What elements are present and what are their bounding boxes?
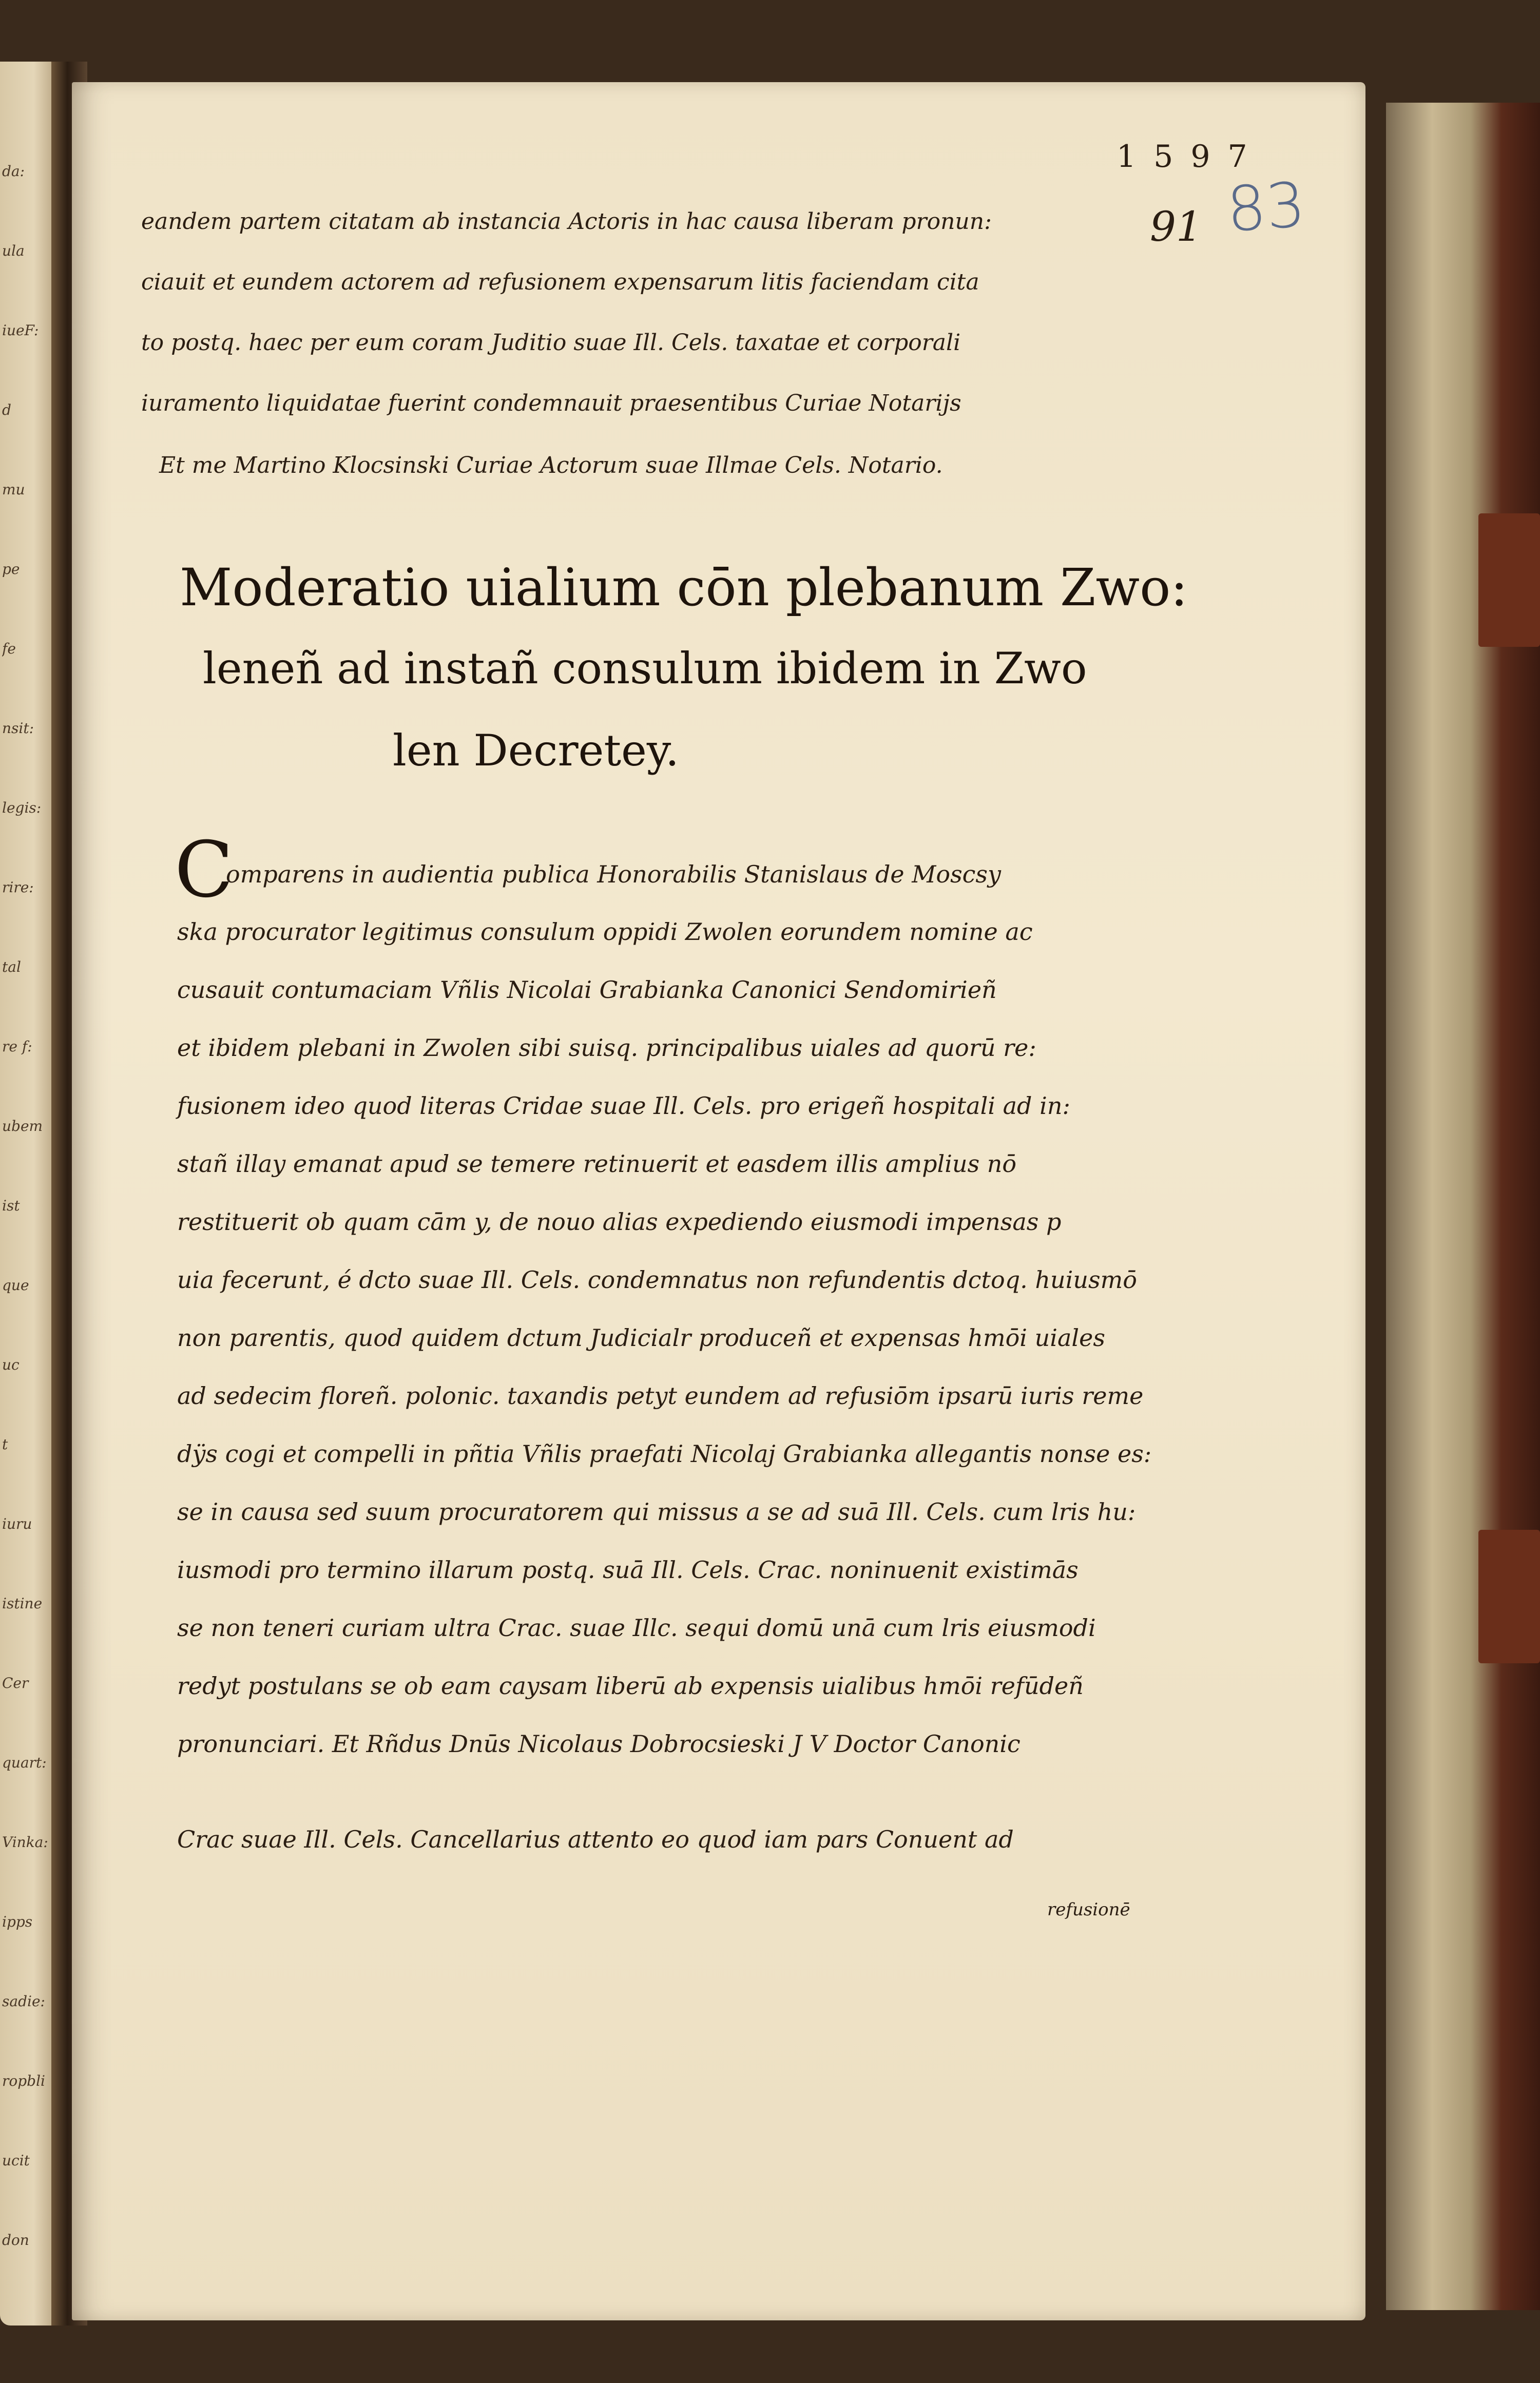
left-page-fragment: quart: bbox=[2, 1756, 47, 1771]
text-line: stañ illay emanat apud se temere retinuerit et easdem illis amplius nō bbox=[177, 1150, 1017, 1178]
text-line: se non teneri curiam ultra Crac. suae Illc. sequi domū unā cum lris eiusmodi bbox=[177, 1614, 1096, 1642]
text-line: iuramento liquidatae fuerint condemnauit praesentibus Curiae Notarijs bbox=[141, 390, 961, 416]
text-line: to postq. haec per eum coram Juditio suae Ill. Cels. taxatae et corporali bbox=[141, 330, 961, 356]
left-page-fragment: pe bbox=[2, 562, 20, 578]
text-line: ska procurator legitimus consulum oppidi Zwolen eorundem nomine ac bbox=[177, 918, 1033, 946]
text-line: pronunciari. Et Rñdus Dnūs Nicolaus Dobrocsieski J V Doctor Canonic bbox=[177, 1730, 1021, 1758]
text-line: Crac suae Ill. Cels. Cancellarius attento eo quod iam pars Conuent ad bbox=[177, 1825, 1014, 1853]
left-page-fragment: ubem bbox=[2, 1119, 43, 1135]
text-line: Et me Martino Klocsinski Curiae Actorum suae Illmae Cels. Notario. bbox=[159, 452, 943, 478]
left-page-fragment: re f: bbox=[2, 1040, 32, 1055]
left-page-fragments bbox=[2, 164, 53, 2313]
left-page-fragment: iueF: bbox=[2, 323, 39, 339]
binding-strap bbox=[1478, 513, 1540, 647]
folio-pencil-number: 83 bbox=[1224, 169, 1308, 246]
folio-number: 1597 bbox=[1116, 139, 1265, 175]
text-line: redyt postulans se ob eam caysam liberū ab expensis uialibus hmōi refūdeñ bbox=[177, 1672, 1084, 1700]
manuscript-page bbox=[72, 82, 1365, 2320]
left-page-fragment: ula bbox=[2, 244, 25, 259]
left-page-fragment: ropbli bbox=[2, 2074, 45, 2089]
folio-ink-mark: 91 bbox=[1150, 203, 1202, 251]
left-page-fragment: t bbox=[2, 1437, 8, 1453]
left-page-fragment: tal bbox=[2, 960, 21, 975]
text-line: dÿs cogi et compelli in pñtia Vñlis praefati Nicolaj Grabianka allegantis nonse es: bbox=[177, 1440, 1152, 1468]
left-page-fragment: ucit bbox=[2, 2154, 30, 2169]
section-title-line: Moderatio uialium cōn plebanum Zwo: bbox=[180, 558, 1188, 618]
text-line: non parentis, quod quidem dctum Judicialr produceñ et expensas hmōi uiales bbox=[177, 1324, 1105, 1352]
left-page-edge bbox=[0, 62, 56, 2326]
text-line: iusmodi pro termino illarum postq. suā Ill. Cels. Crac. noninuenit existimās bbox=[177, 1556, 1079, 1584]
text-line: se in causa sed suum procuratorem qui missus a se ad suā Ill. Cels. cum lris hu: bbox=[177, 1498, 1136, 1526]
section-title-line: leneñ ad instañ consulum ibidem in Zwo bbox=[203, 643, 1087, 694]
section-title-line: len Decretey. bbox=[393, 725, 679, 776]
left-page-fragment: ipps bbox=[2, 1915, 33, 1930]
drop-cap: C bbox=[175, 825, 234, 915]
left-page-fragment: istine bbox=[2, 1597, 43, 1612]
text-line: ciauit et eundem actorem ad refusionem expensarum litis faciendam cita bbox=[141, 269, 979, 295]
left-page-fragment: Cer bbox=[2, 1676, 29, 1692]
text-line: cusauit contumaciam Vñlis Nicolai Grabianka Canonici Sendomirieñ bbox=[177, 976, 997, 1004]
left-page-fragment: mu bbox=[2, 483, 25, 498]
text-line: ad sedecim floreñ. polonic. taxandis petyt eundem ad refusiōm ipsarū iuris reme bbox=[177, 1382, 1144, 1410]
text-line: omparens in audientia publica Honorabilis Stanislaus de Moscsy bbox=[226, 860, 1002, 888]
text-line: et ibidem plebani in Zwolen sibi suisq. principalibus uiales ad quorū re: bbox=[177, 1034, 1036, 1062]
book-binding-edge bbox=[1386, 103, 1540, 2310]
left-page-fragment: rire: bbox=[2, 880, 34, 896]
left-page-fragment: legis: bbox=[2, 801, 42, 816]
left-page-fragment: sadie: bbox=[2, 1994, 45, 2010]
left-page-fragment: ist bbox=[2, 1199, 20, 1214]
left-page-fragment: iuru bbox=[2, 1517, 32, 1532]
text-line: restituerit ob quam cām y, de nouo alias expediendo eiusmodi impensas p bbox=[177, 1208, 1062, 1236]
text-line: uia fecerunt, é dcto suae Ill. Cels. condemnatus non refundentis dctoq. huiusmō bbox=[177, 1266, 1137, 1294]
left-page-fragment: Vinka: bbox=[2, 1835, 48, 1851]
text-line: fusionem ideo quod literas Cridae suae Ill. Cels. pro erigeñ hospitali ad in: bbox=[177, 1092, 1070, 1120]
binding-strap bbox=[1478, 1530, 1540, 1663]
text-line: eandem partem citatam ab instancia Actoris in hac causa liberam pronun: bbox=[141, 208, 992, 235]
left-page-fragment: uc bbox=[2, 1358, 20, 1373]
left-page-fragment: que bbox=[2, 1278, 29, 1294]
left-page-fragment: da: bbox=[2, 164, 25, 180]
left-page-fragment: don bbox=[2, 2233, 29, 2249]
left-page-fragment: fe bbox=[2, 642, 16, 657]
left-page-fragment: d bbox=[2, 403, 11, 418]
left-page-fragment: nsit: bbox=[2, 721, 34, 737]
catchword: refusionē bbox=[1047, 1899, 1130, 1920]
